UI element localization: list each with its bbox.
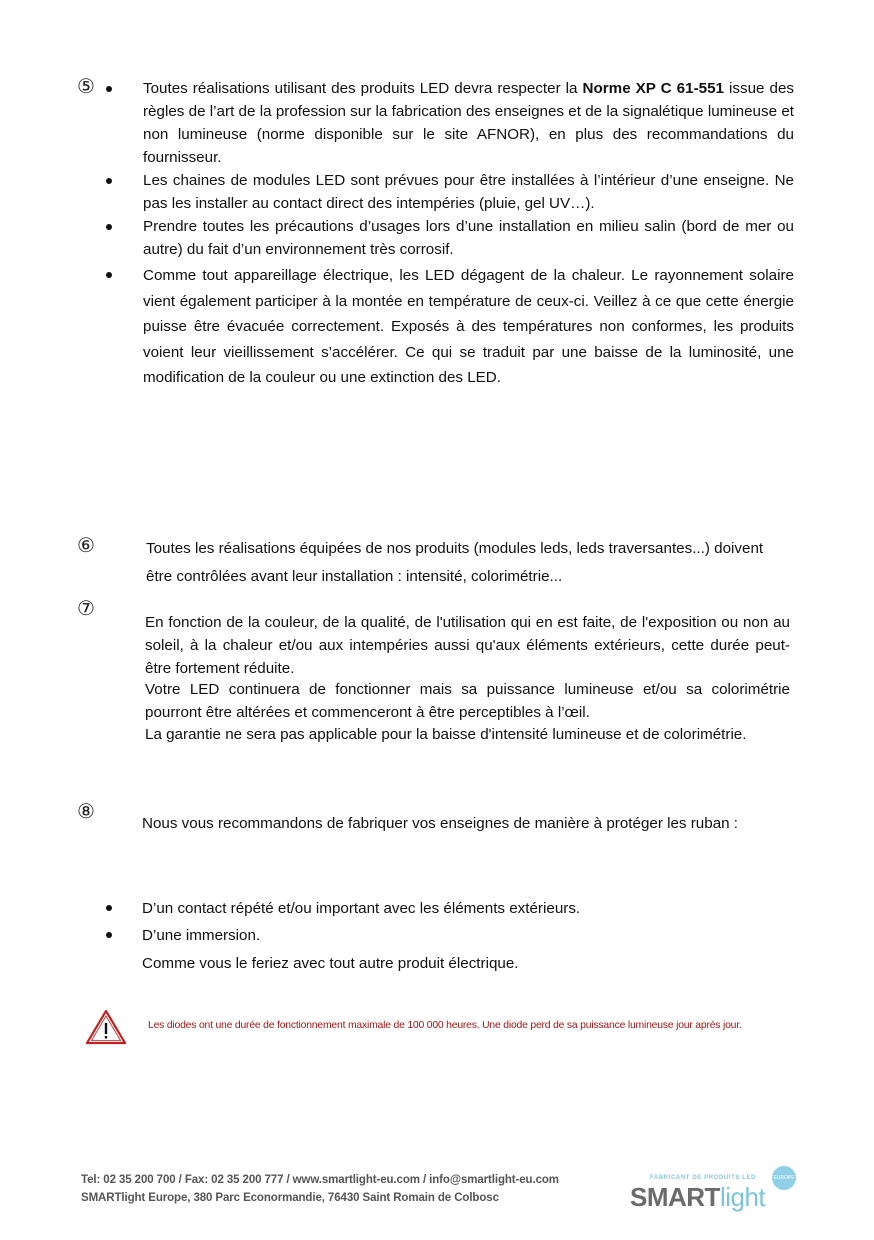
bullet-dot <box>106 178 112 184</box>
section-5-bullet-3: Prendre toutes les précautions d’usages lors d’une installation en milieu salin (bord de mer ou autre) du fait d’un environnement très corrosif. <box>143 218 794 258</box>
bullet-1-text-start: Toutes réalisations utilisant des produits LED devra respecter la <box>143 80 583 97</box>
section-8-intro: Nous vous recommandons de fabriquer vos enseignes de manière à protéger les ruban : <box>142 815 739 832</box>
section-8-closing: Comme vous le feriez avec tout autre produit électrique. <box>142 955 519 972</box>
logo-smart: SMART <box>630 1182 720 1212</box>
logo-light: light <box>719 1182 766 1212</box>
section-7-text-1: En fonction de la couleur, de la qualité, de l'utilisation qui en est faite, de l'exposition ou non au soleil, à la chaleur et/ou aux intempéries aussi qu'aux éléments extérieurs, cette durée peut-être fortement réduite. <box>145 614 790 677</box>
section-6-marker: ⑥ <box>77 533 95 557</box>
bullet-dot <box>106 224 112 230</box>
section-5-bullet-4: Comme tout appareillage électrique, les LED dégagent de la chaleur. Le rayonnement solaire vient également participer à la montée en température de ceux-ci. Veillez à ce que cette énergie puisse être évacuée correctement. Exposés à des températures non conformes, les produits voient leur vieillissement s’accélérer. Ce qui se traduit par une baisse de la luminosité, une modification de la couleur ou une extinction des LED. <box>143 267 794 386</box>
section-8-bullet-1: D’un contact répété et/ou important avec les éléments extérieurs. <box>142 900 581 917</box>
section-5-marker: ⑤ <box>77 74 95 98</box>
bullet-dot <box>106 905 112 911</box>
footer-address: SMARTlight Europe, 380 Parc Econormandie, 76430 Saint Romain de Colbosc <box>81 1192 499 1204</box>
section-6-text: Toutes les réalisations équipées de nos produits (modules leds, leds traversantes...) doivent être contrôlées avant leur installation : intensité, colorimétrie... <box>146 540 764 585</box>
logo-wordmark <box>630 1182 765 1213</box>
section-7-marker: ⑦ <box>77 596 95 620</box>
bullet-dot <box>106 272 112 278</box>
logo-tagline: FABRICANT DE PRODUITS LED <box>650 1175 757 1181</box>
section-7-text-3: La garantie ne sera pas applicable pour la baisse d'intensité lumineuse et de colorimétrie. <box>145 726 747 743</box>
section-5-bullet-2: Les chaines de modules LED sont prévues pour être installées à l’intérieur d’une enseigne. Ne pas les installer au contact direct des intempéries (pluie, gel UV…). <box>143 172 794 212</box>
bullet-1-text-end: issue des règles de l’art de la profession sur la fabrication des enseignes et de la signalétique lumineuse et non lumineuse (norme disponible sur le site AFNOR), en plus des recommandations du fournisseur. <box>143 80 794 166</box>
bullet-dot <box>106 86 112 92</box>
section-5-bullet-1 <box>143 77 794 169</box>
warning-text: Les diodes ont une durée de fonctionnement maximale de 100 000 heures. Une diode perd de sa puissance lumineuse jour après jour. <box>148 1020 742 1031</box>
section-8-marker: ⑧ <box>77 799 95 823</box>
section-8-bullet-2: D’une immersion. <box>142 927 261 944</box>
footer-contact: Tel: 02 35 200 700 / Fax: 02 35 200 777 / www.smartlight-eu.com / info@smartlight-eu.com <box>81 1174 559 1186</box>
norme-reference: Norme XP C 61-551 <box>582 80 724 97</box>
smartlight-logo <box>620 1166 810 1218</box>
section-7-text-2: Votre LED continuera de fonctionner mais sa puissance lumineuse et/ou sa colorimétrie pourront être altérées et commenceront à être perceptibles à l’œil. <box>145 681 790 721</box>
warning-triangle-icon <box>85 1009 127 1045</box>
bullet-dot <box>106 932 112 938</box>
logo-badge: EUROPE <box>772 1166 796 1190</box>
